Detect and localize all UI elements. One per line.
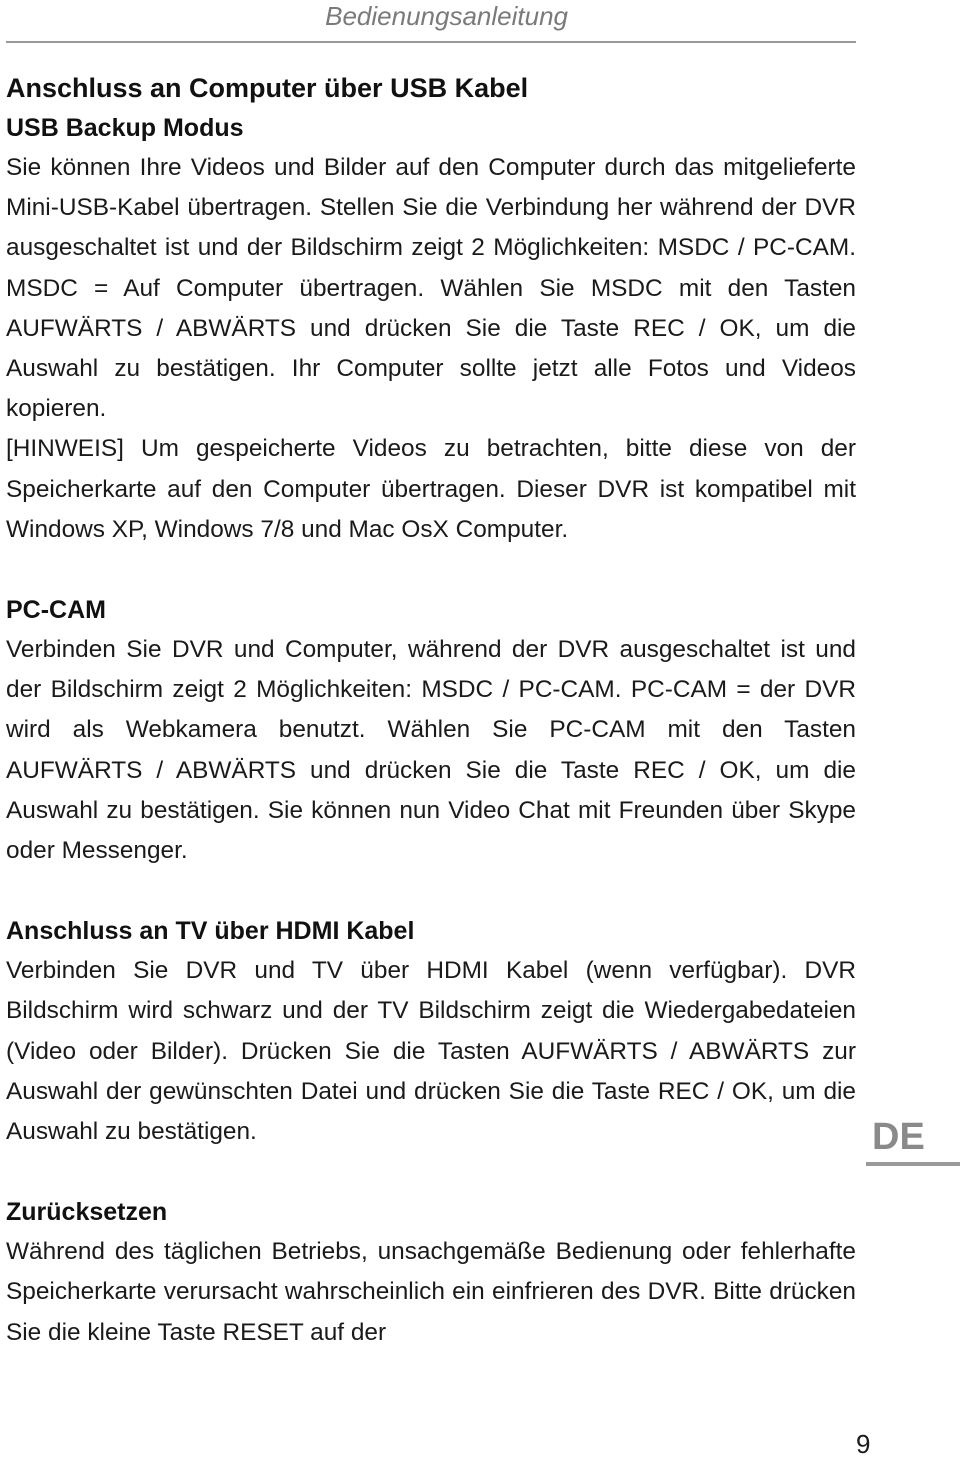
section-heading-reset: Zurücksetzen	[6, 1198, 168, 1227]
section-spacer	[6, 1152, 856, 1192]
page-content	[6, 68, 856, 1353]
language-tab-label: DE	[872, 1116, 925, 1158]
subheading-usb-backup: USB Backup Modus	[6, 114, 244, 142]
paragraph-usb-note: [HINWEIS] Um gespeicherte Videos zu betrachten, bitte diese von der Speicherkarte auf den Computer übertragen. Dieser DVR ist kompatibel mit Windows XP, Windows 7/8 und Mac OsX Computer.	[6, 435, 856, 543]
paragraph-usb-backup: Sie können Ihre Videos und Bilder auf den Computer durch das mitgelieferte Mini-USB-Kabel übertragen. Stellen Sie die Verbindung her während der DVR ausgeschaltet ist und der Bildschirm zeigt 2 Möglichkeiten: MSDC / PC-CAM. MSDC = Auf Computer übertragen. Wählen Sie MSDC mit den Tasten AUFWÄRTS / ABWÄRTS und drücken Sie die Taste REC / OK, um die Auswahl zu bestätigen. Ihr Computer sollte jetzt alle Fotos und Videos kopieren.	[6, 154, 856, 423]
paragraph-pc-cam: Verbinden Sie DVR und Computer, während der DVR ausgeschaltet ist und der Bildschirm zeigt 2 Möglichkeiten: MSDC / PC-CAM. PC-CAM = der DVR wird als Webkamera benutzt. Wählen Sie PC-CAM mit den Tasten AUFWÄRTS / ABWÄRTS und drücken Sie die Taste REC / OK, um die Auswahl zu bestätigen. Sie können nun Video Chat mit Freunden über Skype oder Messenger.	[6, 636, 856, 865]
running-header-title: Bedienungsanleitung	[325, 1, 568, 31]
section-heading-hdmi: Anschluss an TV über HDMI Kabel	[6, 917, 415, 946]
language-tab	[866, 1112, 960, 1166]
section-heading-pc-cam: PC-CAM	[6, 596, 106, 625]
page-number: 9	[856, 1429, 871, 1459]
paragraph-hdmi: Verbinden Sie DVR und TV über HDMI Kabel (wenn verfügbar). DVR Bildschirm wird schwarz und der TV Bildschirm zeigt die Wiedergabedateien (Video oder Bilder). Drücken Sie die Tasten AUFWÄRTS / ABWÄRTS zur Auswahl der gewünschten Datei und drücken Sie die Taste REC / OK, um die Auswahl zu bestätigen.	[6, 957, 856, 1146]
section-spacer	[6, 871, 856, 911]
running-header	[6, 0, 856, 43]
paragraph-reset: Während des täglichen Betriebs, unsachgemäße Bedienung oder fehlerhafte Speicherkarte verursacht wahrscheinlich ein einfrieren des DVR. Bitte drücken Sie die kleine Taste RESET auf der	[6, 1238, 856, 1346]
section-spacer	[6, 550, 856, 590]
section-heading-usb: Anschluss an Computer über USB Kabel	[6, 73, 529, 103]
